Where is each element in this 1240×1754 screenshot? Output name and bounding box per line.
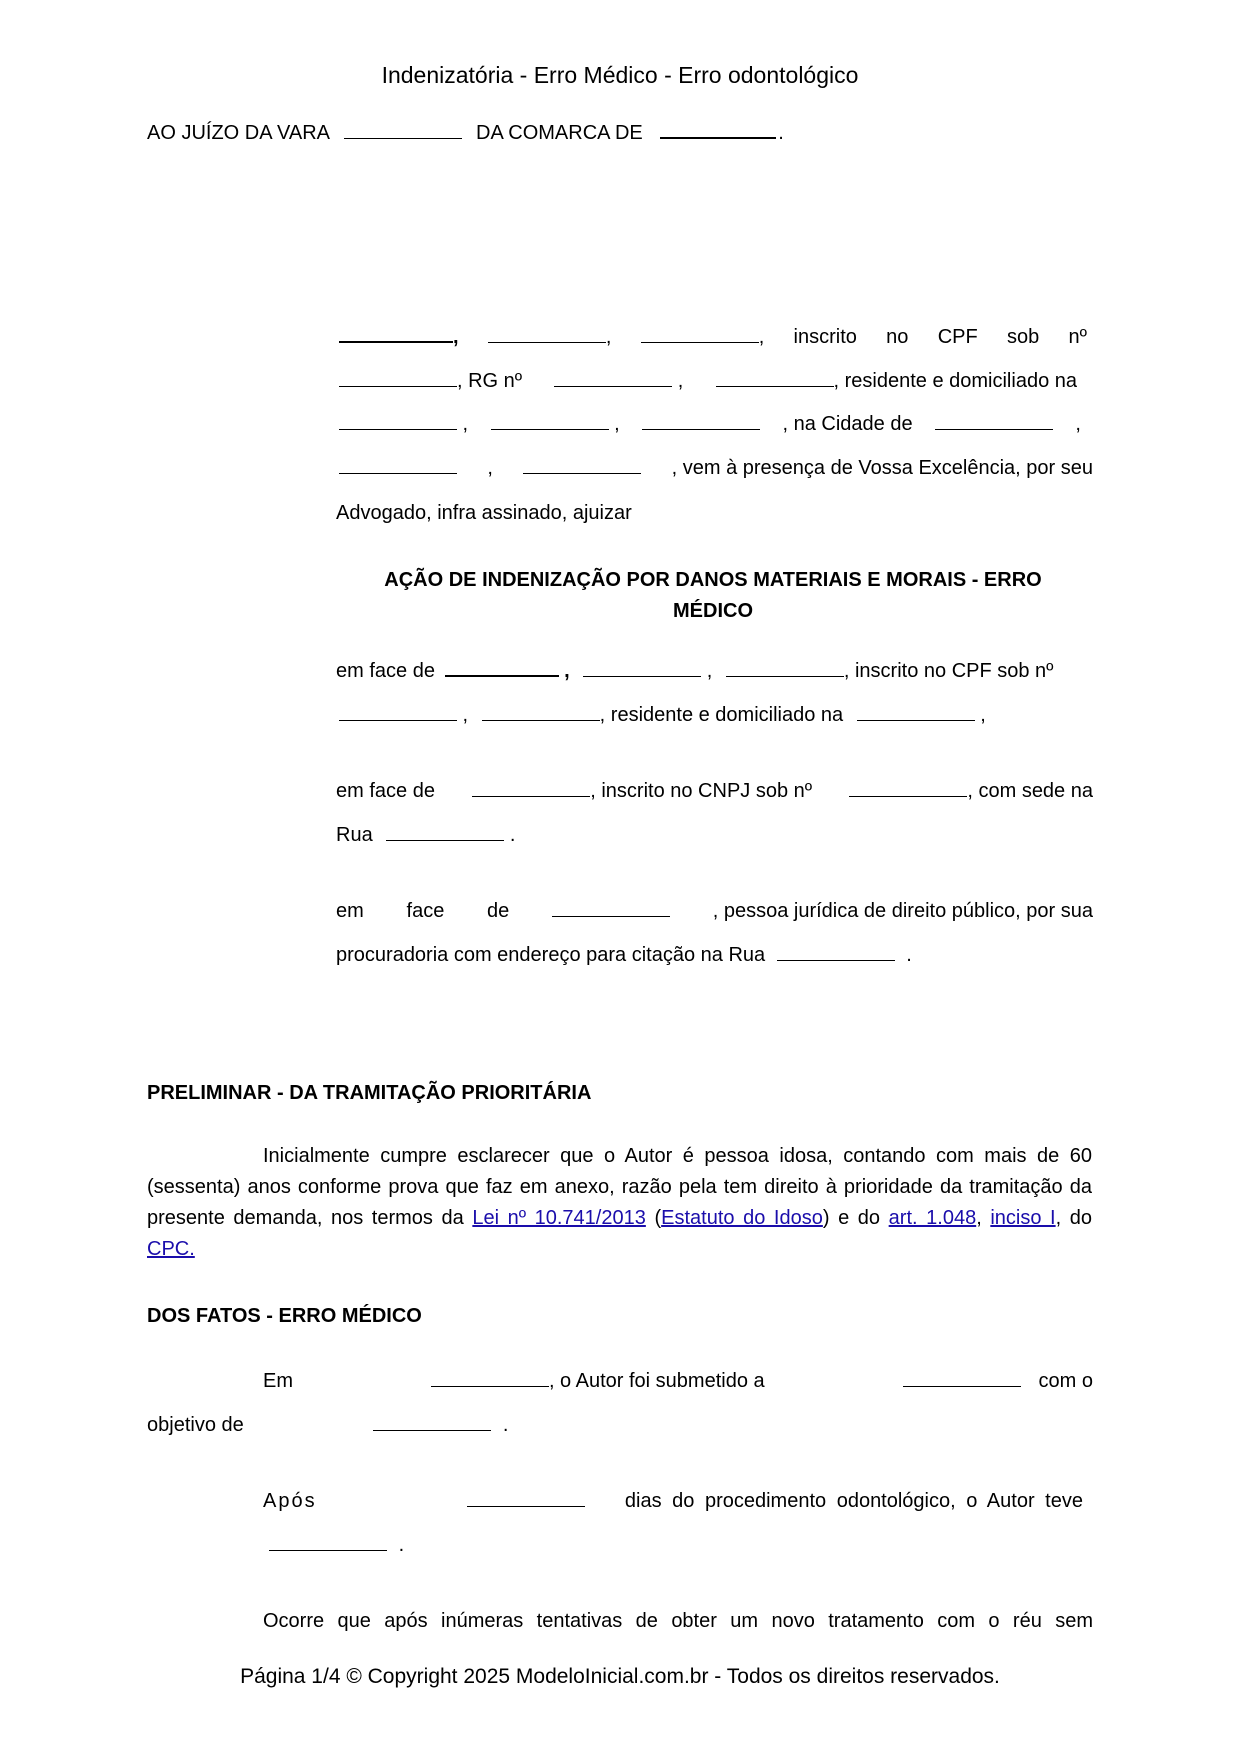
blank-field[interactable]	[339, 429, 457, 430]
plaintiff-rg-label: , RG nº	[457, 370, 523, 392]
plaintiff-cpf-word-4: sob	[1006, 326, 1040, 348]
link-art-1048[interactable]: art. 1.048	[888, 1207, 977, 1229]
blank-field[interactable]	[857, 720, 975, 721]
fatos-p1-dot: .	[502, 1414, 509, 1436]
defendant-1-cpf-text: , inscrito no CPF sob nº	[843, 660, 1054, 682]
blank-field[interactable]	[554, 386, 672, 387]
plaintiff-line-2: , RG nº , , residente e domiciliado na	[339, 370, 1077, 393]
blank-field[interactable]	[482, 720, 600, 721]
blank-field[interactable]	[488, 342, 606, 343]
blank-field[interactable]	[642, 429, 760, 430]
plaintiff-presence-text: , vem à presença de Vossa Excelência, por seu	[671, 457, 1093, 479]
blank-field[interactable]	[339, 720, 457, 721]
fatos-p2-dot: .	[398, 1534, 405, 1556]
plaintiff-cpf-word-5: nº	[1068, 326, 1087, 348]
defendant-3-word: de	[487, 900, 510, 922]
blank-field[interactable]	[583, 676, 701, 677]
fatos-p1-em: Em	[263, 1370, 293, 1392]
blank-field[interactable]	[641, 342, 759, 343]
fatos-p1-end: com o	[1038, 1370, 1093, 1392]
plaintiff-cpf-word-1: inscrito	[793, 326, 857, 348]
blank-field[interactable]	[269, 1550, 387, 1551]
fatos-p1-line-2	[147, 1414, 508, 1437]
blank-field[interactable]	[339, 473, 457, 474]
blank-field[interactable]	[716, 386, 834, 387]
defendant-1-line-1: em face de , , , inscrito no CPF sob nº	[336, 660, 1054, 682]
defendant-3-end: .	[906, 944, 912, 966]
plaintiff-line-5: Advogado, infra assinado, ajuizar	[336, 502, 632, 524]
plaintiff-line-3: , , , na Cidade de ,	[339, 413, 1081, 436]
fatos-p2-apos: Após	[263, 1490, 317, 1512]
preliminar-heading: PRELIMINAR - DA TRAMITAÇÃO PRIORITÁRIA	[147, 1082, 592, 1104]
blank-field[interactable]	[472, 796, 590, 797]
fatos-p3: Ocorre que após inúmeras tentativas de obter um novo tratamento com o réu sem	[263, 1610, 1093, 1632]
address-line	[147, 122, 784, 145]
fatos-p1-line-1	[263, 1370, 1093, 1393]
preliminar-text-3: , do	[1055, 1207, 1093, 1229]
page-footer: Página 1/4 © Copyright 2025 ModeloInicial.com.br - Todos os direitos reservados.	[240, 1665, 1000, 1688]
defendant-2-line-1	[336, 780, 1093, 803]
preliminar-paragraph	[147, 1141, 1092, 1265]
address-part1: AO JUÍZO DA VARA	[147, 122, 329, 144]
blank-field[interactable]	[726, 676, 844, 677]
link-cpc[interactable]: CPC.	[147, 1238, 195, 1260]
defendant-3-word: face	[406, 900, 445, 922]
blank-field[interactable]	[386, 840, 504, 841]
address-end: .	[778, 122, 784, 144]
blank-field[interactable]	[552, 916, 670, 917]
fatos-heading: DOS FATOS - ERRO MÉDICO	[147, 1305, 422, 1327]
blank-field[interactable]	[491, 429, 609, 430]
defendant-2-prefix: em face de	[336, 780, 435, 802]
blank-field[interactable]	[344, 138, 462, 139]
link-lei-10741[interactable]: Lei nº 10.741/2013	[472, 1207, 646, 1229]
blank-field[interactable]	[445, 675, 559, 677]
defendant-3-line-1	[336, 900, 1093, 923]
document-header-title: Indenizatória - Erro Médico - Erro odontológico	[381, 62, 859, 88]
defendant-1-residence-text: , residente e domiciliado na	[599, 704, 844, 726]
blank-field[interactable]	[935, 429, 1053, 430]
blank-field[interactable]	[903, 1386, 1021, 1387]
plaintiff-line-1: , , , inscrito no CPF sob nº	[339, 326, 1087, 349]
fatos-p2-line-2	[269, 1534, 404, 1557]
defendant-1-line-2: , , residente e domiciliado na ,	[339, 704, 986, 727]
link-inciso-i[interactable]: inciso I	[990, 1207, 1056, 1229]
action-title-line-2: MÉDICO	[673, 600, 753, 622]
plaintiff-cpf-word-2: no	[886, 326, 909, 348]
defendant-2-end: .	[509, 824, 516, 846]
plaintiff-line-4: , , vem à presença de Vossa Excelência, por seu	[339, 457, 1093, 480]
action-title	[336, 565, 1090, 627]
defendant-2-cnpj-text: , inscrito no CNPJ sob nº	[590, 780, 813, 802]
blank-field[interactable]	[339, 341, 453, 343]
plaintiff-residence-text: , residente e domiciliado na	[833, 370, 1077, 392]
fatos-p1-mid: , o Autor foi submetido a	[548, 1370, 765, 1392]
blank-field[interactable]	[660, 137, 776, 139]
defendant-1-prefix: em face de	[336, 660, 435, 682]
fatos-p2-mid: dias do procedimento odontológico, o Autor teve	[624, 1490, 1083, 1512]
blank-field[interactable]	[339, 386, 457, 387]
blank-field[interactable]	[849, 796, 967, 797]
defendant-3-word: em	[336, 900, 364, 922]
fatos-p1-objetivo: objetivo de	[147, 1414, 244, 1436]
fatos-p2-line-1	[263, 1490, 1083, 1513]
blank-field[interactable]	[431, 1386, 549, 1387]
blank-field[interactable]	[777, 960, 895, 961]
plaintiff-cpf-word-3: CPF	[937, 326, 978, 348]
plaintiff-city-text: , na Cidade de	[782, 413, 913, 435]
blank-field[interactable]	[523, 473, 641, 474]
defendant-3-text: , pessoa jurídica de direito público, por sua	[712, 900, 1093, 922]
preliminar-text-1: Inicialmente cumpre esclarecer que o Autor é pessoa idosa, contando com mais de 60 (sessenta) anos conforme prova que faz em anexo, razão pela tem direito à prioridade da tramitação da presente demanda, nos termos da	[147, 1145, 1092, 1229]
defendant-3-line-2	[336, 944, 912, 967]
preliminar-comma: ,	[976, 1207, 982, 1229]
preliminar-text-2: ) e do	[822, 1207, 881, 1229]
blank-field[interactable]	[467, 1506, 585, 1507]
defendant-2-sede-text: , com sede na	[967, 780, 1093, 802]
link-estatuto-idoso[interactable]: Estatuto do Idoso	[661, 1207, 823, 1229]
address-part2: DA COMARCA DE	[476, 122, 643, 144]
preliminar-paren: (	[654, 1207, 662, 1229]
defendant-3-citation-text: procuradoria com endereço para citação na Rua	[336, 944, 766, 966]
defendant-2-rua: Rua	[336, 824, 373, 846]
action-title-line-1: AÇÃO DE INDENIZAÇÃO POR DANOS MATERIAIS E MORAIS - ERRO	[384, 569, 1042, 591]
blank-field[interactable]	[373, 1430, 491, 1431]
defendant-2-line-2	[336, 824, 515, 847]
